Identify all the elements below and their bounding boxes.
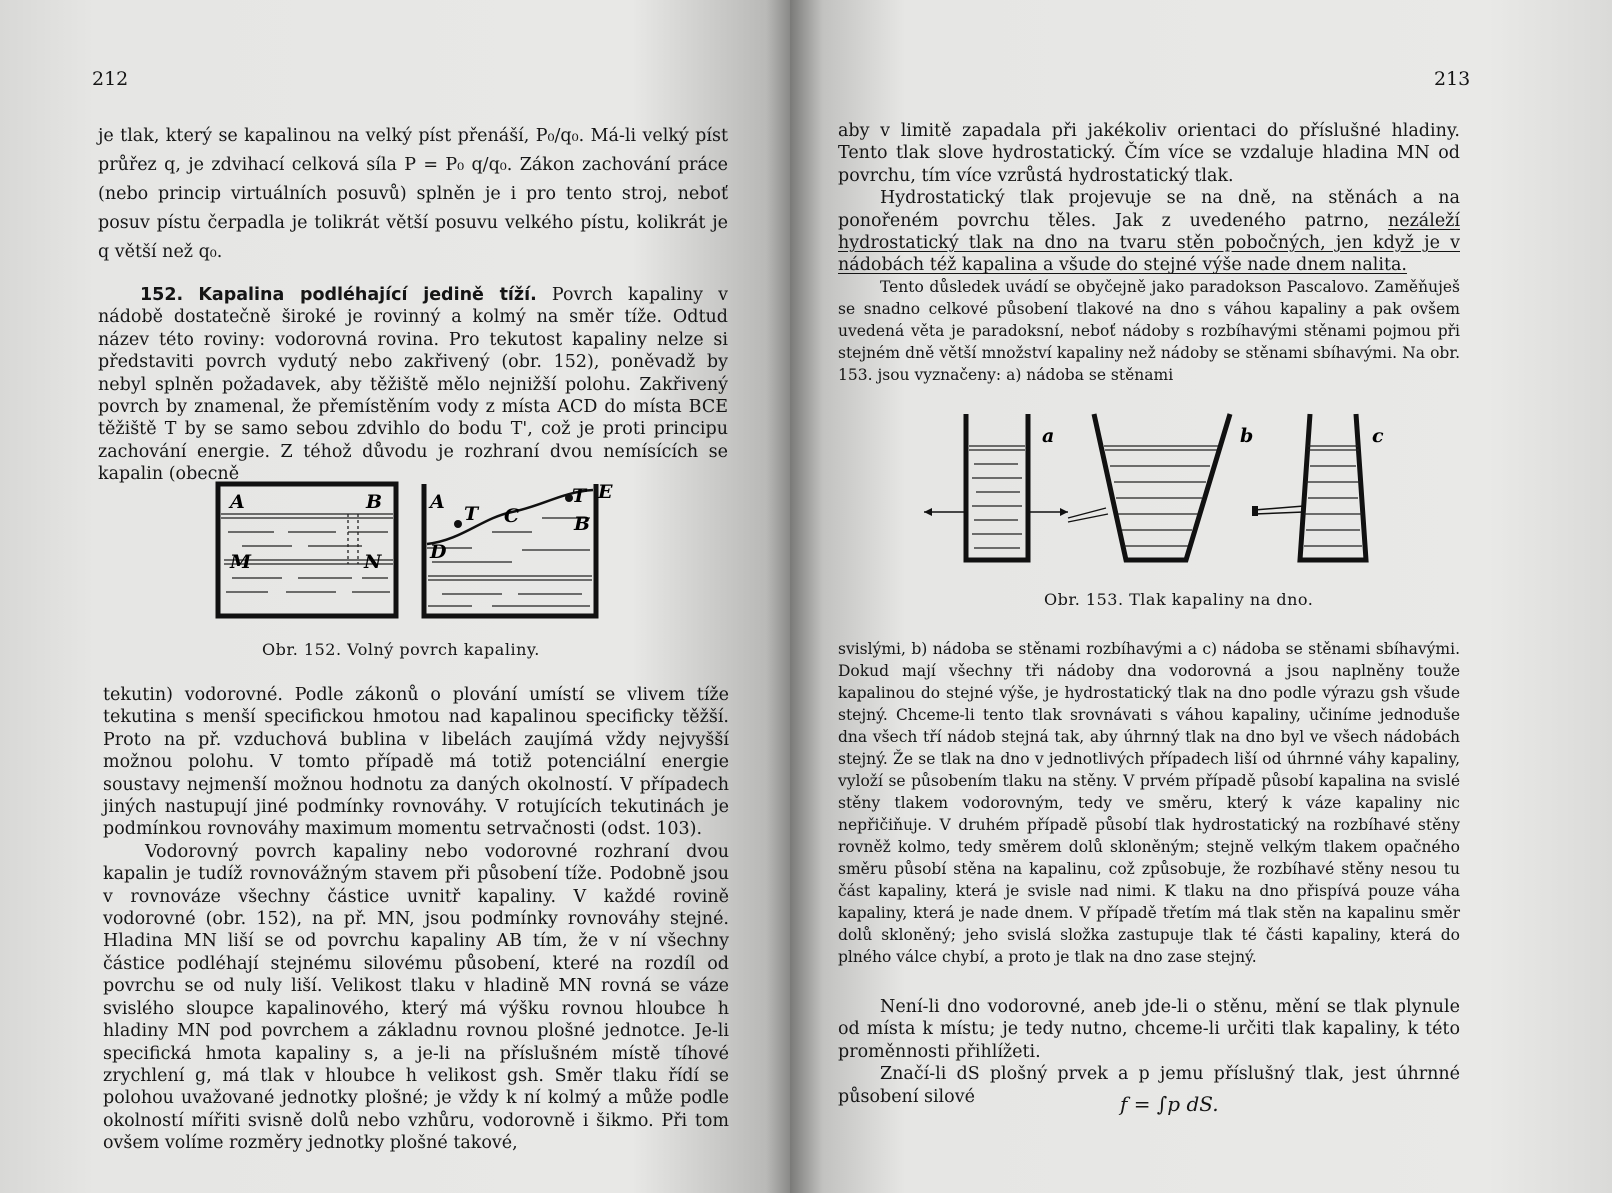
fig152-label-B2: B bbox=[574, 513, 591, 535]
right-page bbox=[790, 0, 1612, 1193]
fig152-label-B: B bbox=[366, 491, 383, 513]
section-paragraph: Povrch kapaliny v nádobě dostatečně široké je rovinný a kolmý na směr tíže. Odtud název této roviny: vodorovná rovina. Pro tekutost kapaliny nelze si představiti povrch vydutý nebo zakřivený (obr. 152), poněvadž by nebyl splněn požadavek, aby těžiště mělo nejnižší polohu. Zakřivený povrch by znamenal, že přemístěním vody z místa ACD do místa BCE těžiště T by se samo sebou zdvihlo do bodu T', což je proti principu zachování energie. Z téhož důvodu je rozhraní dvou nemísících se kapalin (obecně bbox=[98, 285, 728, 485]
section-number: 152. bbox=[140, 285, 184, 305]
fig153-label-c: c bbox=[1372, 425, 1384, 447]
figure-153-vessel-a bbox=[924, 414, 1068, 560]
figure-152-left-vessel bbox=[218, 484, 396, 616]
left-paragraph-tekutin: tekutin) vodorovné. Podle zákonů o plování umístí se vlivem tíže tekutina s menší specifickou hmotou nad kapalinou specificky těžší. Proto na př. vzduchová bublina v libelách zaujímá vždy nejvyšší možnou polohu. V tomto případě má totiž potenciální energie soustavy nejmenší možnou hodnotu za daných okolností. V případech jiných nastupují jiné podmínky rovnováhy. V rotujících tekutinách je podmínkou rovnováhy maximum momentu setrvačnosti (odst. 103). bbox=[103, 685, 729, 840]
fig152-label-E: E bbox=[598, 481, 613, 503]
top-paragraph: je tlak, který se kapalinou na velký píst přenáší, P₀/q₀. Má-li velký píst průřez q, je zdvihací celková síla P = P₀ q/q₀. Zákon zachování práce (nebo princip virtuálních posuvů) splněn je i pro tento stroj, neboť posuv pístu čerpadla je tolikrát větší posuvu velkého pístu, kolikrát je q větší než q₀. bbox=[98, 126, 728, 262]
right-paragraph-4: svislými, b) nádoba se stěnami rozbíhavými a c) nádoba se stěnami sbíhavými. Dokud mají všechny tři nádoby dna vodorovná a jsou naplněny touže kapalinou do stejné výše, je hydrostatický tlak na dno podle výrazu gsh všude stejný. Chceme-li tento tlak srovnávati s váhou kapaliny, učiníme jednoduše dna všech tří nádob stejná tak, aby úhrnný tlak na dno byl ve všech nádobách stejný. Že se tlak na dno v jednotlivých případech liší od úhrnné váhy kapaliny, vyloží se působením tlaku na stěny. V prvém případě působí kapalina na svislé stěny tlakem vodorovným, tedy ve směru, který k váze kapaliny nic nepřičiňuje. V druhém případě působí tlak hydrostatický na rozbíhavé stěny rovněž kolmo, tedy směrem dolů skloněným; stejně velkým tlakem opačného směru působí stěna na kapalinu, což způsobuje, že rozbíhavé stěny nesou tu část kapaliny, která je svisle nad nimi. K tlaku na dno přispívá pouze váha kapaliny, která je nade dnem. V případě třetím má tlak stěn na kapalinu směr dolů skloněný; jeho svislá složka zastupuje tlak té části kapaliny, která do plného válce chybí, a proto je tlak na dno zase stejný. bbox=[838, 640, 1460, 966]
page-number-left: 212 bbox=[92, 68, 129, 90]
right-paragraph-4-block bbox=[838, 638, 1460, 968]
fig152-label-M: M bbox=[230, 551, 252, 573]
fig152-label-T-prime: T bbox=[572, 485, 587, 507]
left-paragraph-vodorovny: Vodorovný povrch kapaliny nebo vodorovné rozhraní dvou kapalin je tudíž rovnovážným stavem při působení tíže. Podobně jsou v rovnováze všechny částice uvnitř kapaliny. V každé rovině vodorovné (obr. 152), na př. MN, jsou podmínky rovnováhy stejné. Hladina MN liší se od povrchu kapaliny AB tím, že v ní všechny částice podléhají stejnému silovému působení, které na rozdíl od povrchu se od nuly liší. Velikost tlaku v hladině MN rovná se váze svislého sloupce kapalinového, který má výšku rovnou hloubce h hladiny MN pod povrchem a základnu rovnou plošné jednotce. Je-li specifická hmota kapaliny s, a je-li na příslušném místě tíhové zrychlení g, má tlak v hloubce h velikost gsh. Směr tlaku řídí se polohou uvažované jednotky plošné; je vždy k ní kolmý a může podle okolností mířiti svisně dolů nebo vzhůru, vodorovně i šikmo. Při tom ovšem volíme rozměry jednotky plošné takové, bbox=[103, 841, 729, 1154]
section-title: Kapalina podléhající jedině tíží. bbox=[198, 285, 537, 305]
right-paragraph-6: Značí-li dS plošný prvek a p jemu příslušný tlak, jest úhrnné působení silové bbox=[838, 1064, 1460, 1107]
figure-152-right-vessel bbox=[424, 481, 613, 616]
right-paragraph-2-underlined: nezáleží hydrostatický tlak na dno na tvaru stěn pobočných, jen když je v nádobách též kapalina a všude do stejné výše nade dnem nalita. bbox=[838, 210, 1460, 276]
left-bottom-text bbox=[103, 684, 729, 1155]
fig152-label-N: N bbox=[364, 551, 382, 573]
figure-153 bbox=[918, 408, 1398, 568]
figure-152 bbox=[212, 478, 613, 626]
left-page bbox=[0, 0, 790, 1193]
fig152-label-C: C bbox=[504, 505, 520, 527]
right-paragraph-2-start: Hydrostatický tlak projevuje se na dně, na stěnách a na ponořeném povrchu těles. Jak z uvedeného patrno, bbox=[838, 188, 1460, 231]
right-paragraph-3-block bbox=[838, 276, 1460, 386]
figure-153-caption: Obr. 153. Tlak kapaliny na dno. bbox=[1044, 590, 1314, 609]
right-paragraph-1: aby v limitě zapadala při jakékoliv orientaci do příslušné hladiny. Tento tlak slove hydrostatický. Čím více se vzdaluje hladina MN od povrchu, tím více vzrůstá hydrostatický tlak. bbox=[838, 121, 1460, 186]
fig153-label-b: b bbox=[1240, 425, 1254, 447]
fig153-label-a: a bbox=[1042, 425, 1055, 447]
right-paragraph-5: Není-li dno vodorovné, aneb jde-li o stěnu, mění se tlak plynule od místa k místu; je tedy nutno, chceme-li určiti tlak kapaliny, k této proměnnosti přihlížeti. bbox=[838, 997, 1460, 1062]
figure-152-caption: Obr. 152. Volný povrch kapaliny. bbox=[262, 640, 540, 659]
right-paragraph-3: Tento důsledek uvádí se obyčejně jako paradokson Pascalovo. Zaměňuješ se snadno celkové působení tlakové na dno s váhou kapaliny a pak ovšem uvedená věta je paradoksní, neboť nádoby s rozbíhavými stěnami pojmou při stejném dně větší množství kapaliny než nádoby se stěnami sbíhavými. Na obr. 153. jsou vyznačeny: a) nádoba se stěnami bbox=[838, 278, 1460, 384]
figure-153-vessel-c bbox=[1252, 414, 1384, 560]
integral-formula: f = ∫p dS. bbox=[1120, 1092, 1219, 1116]
fig152-label-D: D bbox=[430, 541, 447, 563]
fig152-label-T: T bbox=[464, 503, 479, 525]
fig152-label-A2: A bbox=[430, 491, 445, 513]
right-paragraph-2 bbox=[838, 187, 1460, 277]
section-152 bbox=[98, 284, 728, 486]
page-number-right: 213 bbox=[1434, 68, 1471, 90]
fig152-label-A: A bbox=[230, 491, 245, 513]
right-top-text bbox=[838, 120, 1460, 277]
figure-153-vessel-b bbox=[1068, 414, 1253, 560]
